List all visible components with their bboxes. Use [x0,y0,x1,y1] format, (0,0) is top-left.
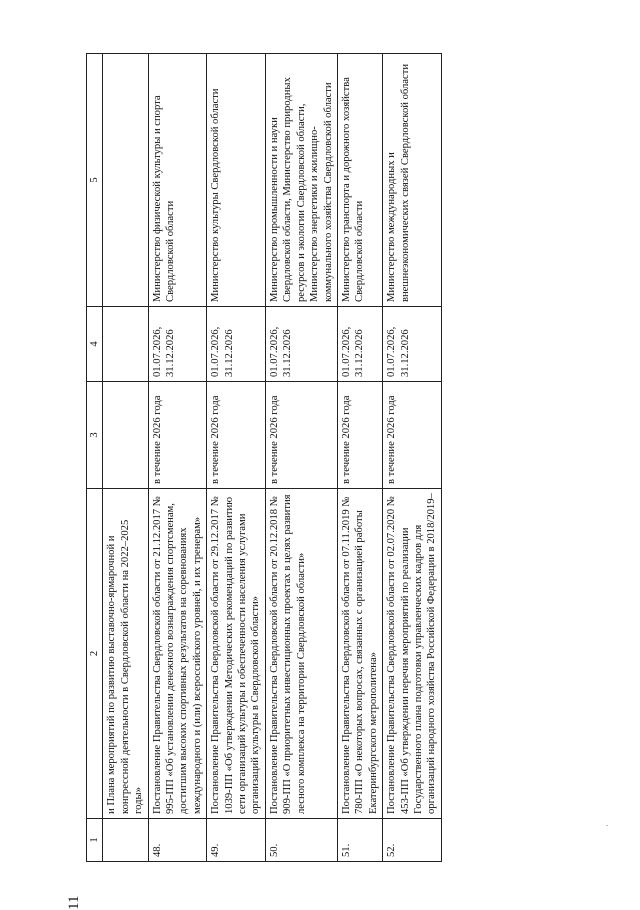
row-number: 49. [207,819,266,862]
row-period: в течение 2026 года [337,382,382,489]
margin-mark: . [606,818,609,828]
cell-num [103,819,148,862]
row-period: в течение 2026 года [207,382,266,489]
row-dates: 01.07.2026, 31.12.2026 [383,307,442,382]
row-responsible: Министерство транспорта и дорожного хозяйства Свердловской области [337,54,382,307]
header-col-3: 3 [87,382,103,489]
header-col-4: 4 [87,307,103,382]
table-row [383,54,442,862]
continuation-row [103,54,148,862]
cell-period [103,382,148,489]
header-col-5: 5 [87,54,103,307]
row-number: 50. [265,819,337,862]
row-period: в течение 2026 года [383,382,442,489]
row-dates: 01.07.2026, 31.12.2026 [148,307,207,382]
row-period: в течение 2026 года [265,382,337,489]
header-col-1: 1 [87,819,103,862]
page-number: 11 [66,895,82,910]
row-responsible: Министерство промышленности и науки Свердловской области, Министерство природных ресурсов и экологии Свердловской области, Министерство энергетики и жилищно-коммунального хозяйства Свердловской области [265,54,337,307]
row-document: Постановление Правительства Свердловской области от 02.07.2020 № 453-ПП «Об утверждении перечня мероприятий по реализации Государственного плана подготовки управленческих кадров для организаций народного хозяйства Российской Федерации в 2018/2019– [383,489,442,819]
table-row [265,54,337,862]
cell-responsible [103,54,148,307]
row-responsible: Министерство культуры Свердловской области [207,54,266,307]
row-number: 48. [148,819,207,862]
table-row [148,54,207,862]
row-document: Постановление Правительства Свердловской области от 07.11.2019 № 780-ПП «О некоторых вопросах, связанных с организацией работы Екатеринбургского метрополитена» [337,489,382,819]
table-row [207,54,266,862]
row-number: 52. [383,819,442,862]
row-responsible: Министерство физической культуры и спорта Свердловской области [148,54,207,307]
row-document: Постановление Правительства Свердловской области от 29.12.2017 № 1039-ПП «Об утверждении Методических рекомендаций по развитию сети организаций культуры и обеспеченности населения услугами организаций культуры в Свердловской области» [207,489,266,819]
row-document: Постановление Правительства Свердловской области от 21.12.2017 № 995-ПП «Об установлении денежного вознаграждения спортсменам, достигшим высоких спортивных результатов на соревнованиях международного и (или) всероссийского уровней, и их тренерам» [148,489,207,819]
table-row [337,54,382,862]
row-document: Постановление Правительства Свердловской области от 20.12.2018 № 909-ПП «О приоритетных инвестиционных проектах в целях развития лесного комплекса на территории Свердловской области» [265,489,337,819]
row-dates: 01.07.2026, 31.12.2026 [337,307,382,382]
page-number-container [30,460,82,910]
rotated-table-container [86,54,589,862]
row-period: в течение 2026 года [148,382,207,489]
cell-continuation-text: и Плана мероприятий по развитию выставочно-ярмарочной и конгрессной деятельности в Свердловской области на 2022–2025 годы» [103,489,148,819]
row-dates: 01.07.2026, 31.12.2026 [207,307,266,382]
document-table [86,53,442,862]
header-row [87,54,103,862]
header-col-2: 2 [87,489,103,819]
row-number: 51. [337,819,382,862]
cell-dates [103,307,148,382]
row-responsible: Министерство международных и внешнеэкономических связей Свердловской области [383,54,442,307]
row-dates: 01.07.2026, 31.12.2026 [265,307,337,382]
